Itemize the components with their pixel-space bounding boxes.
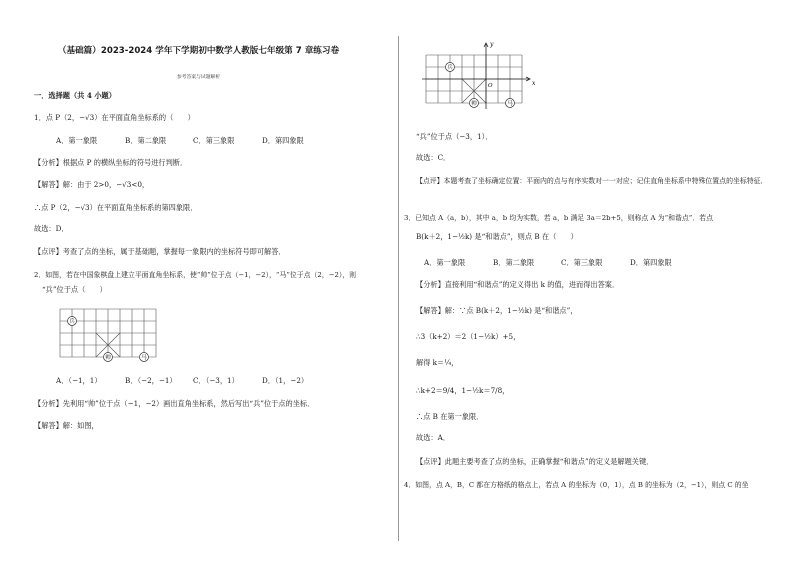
q1-conclusion: ∴点 P（2，−√3）在平面直角坐标系的第四象限． [34,203,198,212]
origin-label: O [488,83,493,89]
q2-option-c: C．（−3，1） [193,376,239,385]
coord-piece-ma: 马 [507,101,513,107]
q2-analysis: 【分析】先利用“帅”位于点（−1，−2）画出直角坐标系，然后写出“兵”位于点的坐标． [34,399,315,408]
coord-piece-bing: 兵 [447,65,453,71]
piece-bing: 兵 [69,319,75,325]
q3-comment: 【点评】此题主要考查了点的坐标，正确掌握“和谐点”的定义是解题关键． [416,457,654,466]
q3-solution: 【解答】解：∵点 B(k＋2，1−½k) 是“和谐点”， [416,306,578,315]
q2-option-d: D．（1，−2） [262,376,309,385]
chessboard-figure [58,307,158,363]
q1-option-b: B．第二象限 [125,136,167,145]
page-subtitle: 参考答案与试题解析 [176,75,221,80]
q3-step1: ∴3（k+2）＝2（1−½k）+5， [416,332,521,341]
q3-option-d: D．第四象限 [630,258,672,267]
q2-stem-line2: “兵”位于点（ ） [42,285,107,294]
q3-answer: 故选：A． [416,433,450,442]
q2-comment: 【点评】本题考查了坐标确定位置：平面内的点与有序实数对一一对应；记住直角坐标系中特殊位置点的坐标特征． [416,177,768,185]
piece-ma: 马 [141,355,147,361]
q4-stem-line1: 4．如图，点 A，B，C 都在方格纸的格点上，若点 A 的坐标为（0，1），点 B 的坐标为（2，−1），则点 C 的坐 [404,481,749,489]
column-divider [398,36,399,541]
q1-option-d: D．第四象限 [262,136,304,145]
q3-step3: ∴k+2＝9/4，1−½k＝7/8， [416,386,510,395]
q3-stem-line2: B(k＋2，1−½k) 是“和谐点”，则点 B 在（ ） [416,232,578,241]
coord-piece-shuai: 帅 [471,101,477,107]
q2-solution: 【解答】解：如图， [34,421,99,430]
q2-stem-line1: 2．如图，若在中国象棋盘上建立平面直角坐标系，使“帅”位于点（−1，−2），“马”位于点（2，−2），则 [34,271,357,279]
q3-step2: 解得 k＝¼， [416,358,459,367]
q2-option-b: B．（−2，−1） [125,376,177,385]
y-axis-label: y [490,41,494,48]
q1-stem: 1．点 P（2，−√3）在平面直角坐标系的（ ） [34,113,195,122]
q3-step4: ∴点 B 在第一象限． [416,412,484,421]
q2-result: “兵”位于点（−3，1）． [416,132,493,141]
piece-shuai: 帅 [105,355,111,361]
q3-option-b: B．第二象限 [493,258,535,267]
q3-option-c: C．第三象限 [561,258,603,267]
q1-answer: 故选：D． [34,224,69,233]
q1-option-a: A．第一象限 [56,136,98,145]
q3-analysis: 【分析】直接利用“和谐点”的定义得出 k 的值，进而得出答案． [416,280,620,289]
x-axis-label: x [532,80,536,87]
q2-answer: 故选：C． [416,153,451,162]
q3-stem-line1: 3．已知点 A（a，b），其中 a，b 均为实数，若 a，b 满足 3a＝2b+5，则称点 A 为“和谐点”．若点 [404,214,713,222]
q3-option-a: A．第一象限 [424,258,466,267]
chessboard-coordinate-figure [420,37,542,113]
q1-comment: 【点评】考查了点的坐标，属于基础题，掌握每一象限内的坐标符号即可解答． [34,247,286,256]
page-title: （基础篇）2023-2024 学年下学期初中数学人教版七年级第 7 章练习卷 [57,46,340,56]
q1-analysis: 【分析】根据点 P 的横纵坐标的符号进行判断． [34,158,188,167]
section-heading: 一．选择题（共 4 小题） [34,91,116,100]
q1-solution: 【解答】解：由于 2>0，−√3<0， [34,180,150,189]
q1-option-c: C．第三象限 [193,136,235,145]
q2-option-a: A．（−1，1） [56,376,102,385]
